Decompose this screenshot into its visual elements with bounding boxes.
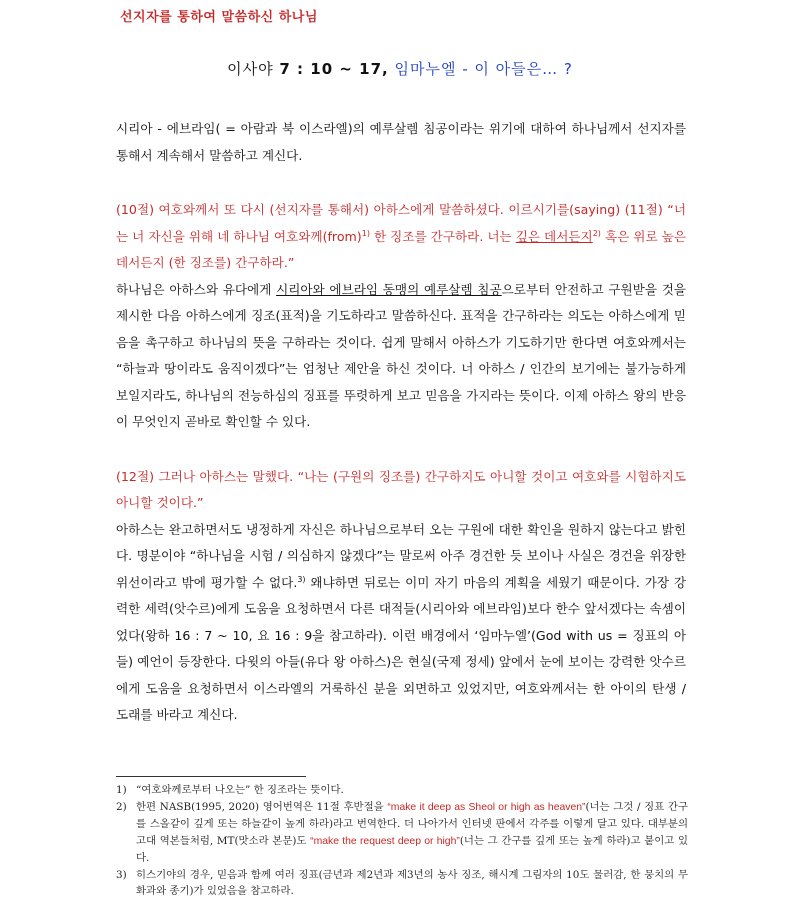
footnote-2-text-c: (너는 그 간구를 깊게 또는 높게 하라)고 붙이고 있다. xyxy=(136,834,688,864)
commentary-paragraph-1 xyxy=(116,277,686,436)
footnote-number: 1) xyxy=(116,784,127,796)
title-book: 이사야 xyxy=(227,60,274,78)
body-text xyxy=(116,116,686,729)
footnote-number: 2) xyxy=(116,800,127,813)
verse-10-underlined: 깊은 데서든지 xyxy=(515,228,593,244)
footnote-ref-3[interactable]: 3) xyxy=(297,574,306,584)
footnote-ref-2[interactable]: 2) xyxy=(592,228,601,238)
para2-text-b: 왜냐하면 뒤로는 이미 자기 마음의 계획을 세웠기 때문이다. 가장 강력한 세력(앗수르)에게 도움을 요청하면서 다른 대적들(시리아와 에브라임)보다 한수 앞서겠다는 속셈이었다(왕하 16 : 7 ~ 10, 요 16 : 9을 참고하라). 이런 배경에서 ‘임마누엘’(God with us = 징표의 아들) 예언이 등장한다. 다윗의 아들(유다 왕 아하스)은 현실(국제 정세) 앞에서 눈에 보이는 강력한 앗수르에게 도움을 요청하면서 이스라엘의 거룩하신 분을 외면하고 있었지만, 여호와께서는 한 아이의 탄생 / 도래를 바라고 계신다. xyxy=(116,574,686,722)
footnote-2-text-a: 한편 NASB(1995, 2020) 영어번역은 11절 후반절을 xyxy=(136,800,388,813)
footnote-2-english-2: “make the request deep or high” xyxy=(310,835,460,847)
para1-text-a: 하나님은 아하스와 유다에게 xyxy=(116,281,277,297)
footnote-3 xyxy=(116,867,688,900)
footnotes xyxy=(116,782,688,900)
verse-12-paragraph: (12절) 그러나 아하스는 말했다. “나는 (구원의 징조를) 간구하지도 아니할 것이고 여호와를 시험하지도 아니할 것이다.” xyxy=(116,468,686,510)
footnote-divider xyxy=(116,776,306,777)
footnote-2-english-1: “make it deep as Sheol or high as heaven” xyxy=(387,801,586,813)
para2-text-a: 아하스는 완고하면서도 냉정하게 자신은 하나님으로부터 오는 구원에 대한 확인을 원하지 않는다고 밝힌다. 명분이야 “하나님을 시험 / 의심하지 않겠다”는 말로써 아주 경건한 듯 보이나 사실은 경건을 위장한 위선이라고 밖에 평가할 수 없다. xyxy=(116,521,686,590)
footnote-2-text-b: (너는 그것 / 징표 간구를 스올같이 깊게 또는 하늘같이 높게 하라)라고 번역한다. 더 나아가서 인터넷 판에서 각주를 이렇게 달고 있다. 대부분의 고대 역본들처럼, MT(맛소라 본문)도 xyxy=(136,800,688,847)
verse-10-11-paragraph xyxy=(116,197,686,277)
footnote-1 xyxy=(116,782,688,799)
verse-10-text-a: (10절) 여호와께서 또 다시 (선지자를 통해서) 아하스에게 말씀하셨다. 이르시기를(saying) (11절) “너는 너 자신을 위해 네 하나님 여호와께(from) xyxy=(116,202,686,244)
page-header: 선지자를 통하여 말씀하신 하나님 xyxy=(120,10,318,25)
intro-paragraph: 시리아 - 에브라임( = 아람과 북 이스라엘)의 예루살렘 침공이라는 위기에 대하여 하나님께서 선지자를 통해서 계속해서 말씀하고 계신다. xyxy=(116,121,686,163)
verse-10-text-c: 혹은 위로 높은 데서든지 (한 징조를) 간구하라.” xyxy=(116,228,686,270)
title-reference: 7 : 10 ~ 17, xyxy=(279,60,389,78)
para1-underlined: 시리아와 에브라임 동맹의 예루살렘 침공 xyxy=(276,281,502,297)
footnote-2 xyxy=(116,799,688,867)
footnote-ref-1[interactable]: 1) xyxy=(361,228,370,238)
footnote-text: “여호와께로부터 나오는” 한 징조라는 뜻이다. xyxy=(136,784,344,796)
title-subtitle: 임마누엘 - 이 아들은… ? xyxy=(394,60,573,78)
footnote-number: 3) xyxy=(116,868,127,881)
commentary-paragraph-2 xyxy=(116,517,686,729)
passage-title xyxy=(0,58,800,79)
para1-text-b: 으로부터 안전하고 구원받을 것을 제시한 다음 아하스에게 징조(표적)을 기도하라고 말씀하신다. 표적을 간구하라는 의도는 아하스에게 믿음을 촉구하고 하나님의 뜻을 구하라는 것이다. 쉽게 말해서 아하스가 기도하기만 한다면 여호와께서는 “하늘과 땅이라도 움직이겠다”는 엄청난 제안을 하신 것이다. 너 아하스 / 인간의 보기에는 불가능하게 보일지라도, 하나님의 전능하심의 징표를 뚜렷하게 보고 믿음을 가지라는 뜻이다. 이제 아하스 왕의 반응이 무엇인지 곧바로 확인할 수 있다. xyxy=(116,281,687,429)
footnote-text: 히스기야의 경우, 믿음과 함께 여러 징표(금년과 제2년과 제3년의 농사 징조, 해시계 그림자의 10도 물러감, 한 뭉치의 무화과와 종기)가 있었음을 참고하라. xyxy=(136,868,688,897)
verse-10-text-b: 한 징조를 간구하라. 너는 xyxy=(369,228,516,244)
footnote-text xyxy=(136,799,688,867)
